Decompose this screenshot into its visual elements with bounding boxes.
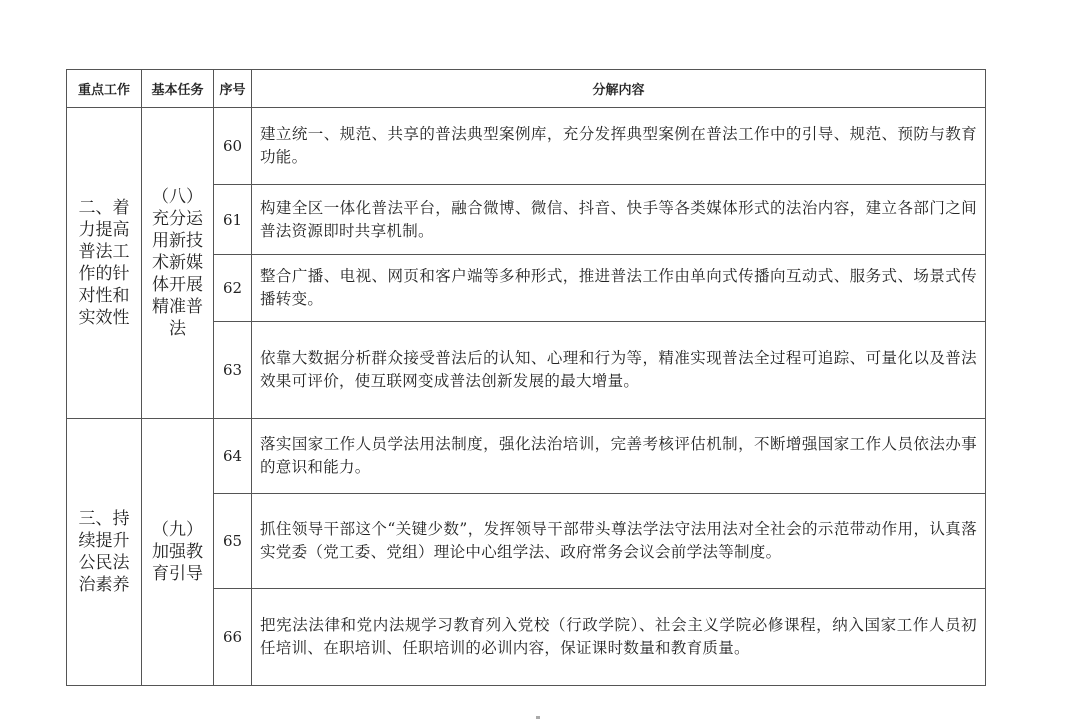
key-work-line: 力提高 <box>78 220 130 240</box>
task-line: 育引导 <box>152 564 203 584</box>
row-number: 64 <box>214 419 252 494</box>
basic-task-cell <box>142 419 214 686</box>
task-breakdown-table <box>66 69 986 686</box>
header-number: 序号 <box>214 70 252 108</box>
table-row <box>67 419 986 494</box>
row-number: 65 <box>214 494 252 589</box>
row-content: 构建全区一体化普法平台，融合微博、微信、抖音、快手等各类媒体形式的法治内容，建立各部门之间普法资源即时共享机制。 <box>252 185 986 255</box>
row-content: 抓住领导干部这个“关键少数”，发挥领导干部带头尊法学法守法用法对全社会的示范带动作用，认真落实党委（党工委、党组）理论中心组学法、政府常务会议会前学法等制度。 <box>252 494 986 589</box>
task-line: 用新技 <box>152 231 203 251</box>
table-header-row <box>67 70 986 108</box>
task-line: （八） <box>152 187 203 207</box>
row-content: 依靠大数据分析群众接受普法后的认知、心理和行为等，精准实现普法全过程可追踪、可量化以及普法效果可评价，使互联网变成普法创新发展的最大增量。 <box>252 322 986 419</box>
table-row <box>67 108 986 185</box>
page-mark <box>536 716 540 719</box>
basic-task-cell <box>142 108 214 419</box>
row-content: 落实国家工作人员学法用法制度，强化法治培训，完善考核评估机制，不断增强国家工作人员依法办事的意识和能力。 <box>252 419 986 494</box>
row-number: 63 <box>214 322 252 419</box>
key-work-line: 公民法 <box>78 553 130 573</box>
key-work-cell <box>67 419 142 686</box>
row-number: 60 <box>214 108 252 185</box>
header-content: 分解内容 <box>252 70 986 108</box>
task-line: 体开展 <box>152 275 203 295</box>
task-line: 加强教 <box>152 542 203 562</box>
row-content: 整合广播、电视、网页和客户端等多种形式，推进普法工作由单向式传播向互动式、服务式、场景式传播转变。 <box>252 255 986 322</box>
key-work-line: 实效性 <box>78 308 130 328</box>
key-work-line: 二、着 <box>78 198 130 218</box>
key-work-cell <box>67 108 142 419</box>
task-line: 术新媒 <box>152 253 203 273</box>
row-content: 建立统一、规范、共享的普法典型案例库，充分发挥典型案例在普法工作中的引导、规范、预防与教育功能。 <box>252 108 986 185</box>
key-work-line: 对性和 <box>78 286 130 306</box>
header-basic-task: 基本任务 <box>142 70 214 108</box>
task-line: （九） <box>152 520 203 540</box>
row-content: 把宪法法律和党内法规学习教育列入党校（行政学院）、社会主义学院必修课程，纳入国家工作人员初任培训、在职培训、任职培训的必训内容，保证课时数量和教育质量。 <box>252 589 986 686</box>
key-work-line: 作的针 <box>78 264 130 284</box>
header-key-work: 重点工作 <box>67 70 142 108</box>
task-line: 法 <box>169 319 186 339</box>
row-number: 66 <box>214 589 252 686</box>
key-work-line: 续提升 <box>78 531 130 551</box>
key-work-line: 普法工 <box>78 242 130 262</box>
row-number: 61 <box>214 185 252 255</box>
key-work-line: 治素养 <box>78 575 130 595</box>
task-line: 精准普 <box>152 297 203 317</box>
task-line: 充分运 <box>152 209 203 229</box>
row-number: 62 <box>214 255 252 322</box>
key-work-line: 三、持 <box>78 509 130 529</box>
